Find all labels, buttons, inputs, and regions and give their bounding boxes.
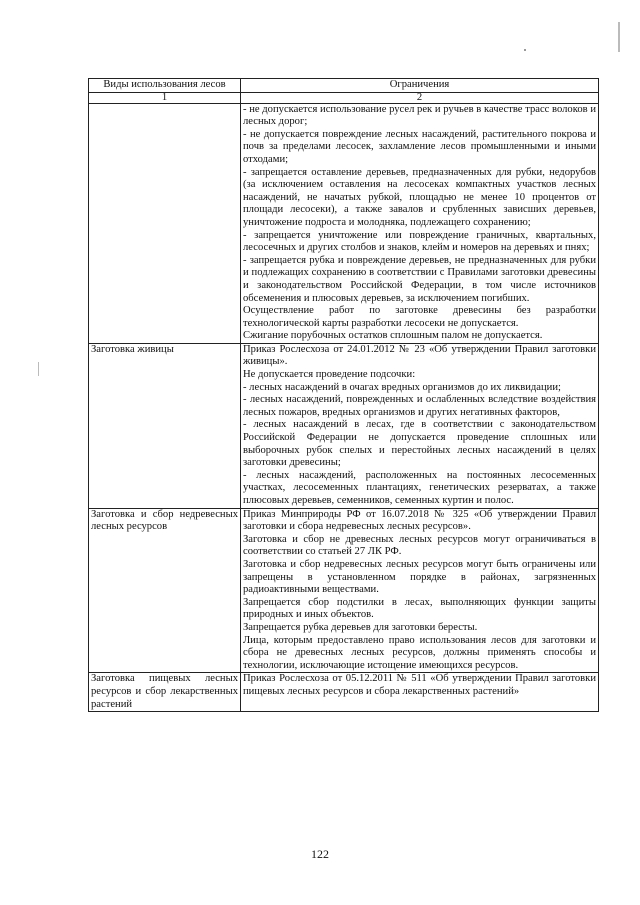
scan-speck — [38, 362, 39, 376]
restriction-paragraph: Приказ Минприроды РФ от 16.07.2018 № 325 «Об утверждении Правил заготовки и сбора недревесных лесных ресурсов». — [243, 508, 596, 533]
column-number-row — [89, 92, 599, 103]
restriction-paragraph: - запрещается уничтожение или повреждение граничных, квартальных, лесосечных и других столбов и знаков, клейм и номеров на деревьях и пнях; — [243, 229, 596, 254]
forest-use-cell: Заготовка и сбор недревесных лесных ресурсов — [89, 508, 241, 673]
header-forest-use-types: Виды использования лесов — [89, 79, 241, 93]
restriction-paragraph: - лесных насаждений, поврежденных и ослабленных вследствие воздействия лесных пожаров, вредных организмов и других негативных факторов, — [243, 394, 596, 418]
restriction-paragraph: Лица, которым предоставлено право использования лесов для заготовки и сбора не древесных лесных ресурсов, должны применять способы и технологии, исключающие истощение имеющихся ресурсов. — [243, 634, 596, 671]
restriction-paragraph: - не допускается повреждение лесных насаждений, растительного покрова и почв за пределами лесосек, захламление лесов промышленными и иными отходами; — [243, 128, 596, 165]
forest-use-cell: Заготовка пищевых лесных ресурсов и сбор лекарственных растений — [89, 673, 241, 712]
restriction-paragraph: Запрещается сбор подстилки в лесах, выполняющих функции защиты природных и иных объектов. — [243, 596, 596, 621]
restriction-paragraph: Не допускается проведение подсочки: — [243, 369, 416, 381]
restriction-paragraph: Сжигание порубочных остатков сплошным палом не допускается. — [243, 330, 543, 342]
forest-use-cell: Заготовка живицы — [89, 343, 241, 508]
scan-edge-mark — [618, 22, 620, 52]
restriction-paragraph: - не допускается использование русел рек и ручьев в качестве трасс волоков и лесных дорог; — [243, 103, 596, 128]
restriction-paragraph: Запрещается рубка деревьев для заготовки бересты. — [243, 621, 478, 633]
restriction-paragraph: - запрещается оставление деревьев, предназначенных для рубки, недорубов (за исключением оставления на лесосеках компактных участков лесных насаждений, не начатых рубкой, площадью не менее 10 процентов от площади лесосеки), а также завалов и срубленных зависших деревьев, уничтожение подроста и молодняка, подлежащего сохранению; — [243, 166, 596, 228]
restrictions-cell — [241, 673, 599, 712]
page-number: 122 — [311, 847, 329, 861]
table-row — [89, 508, 599, 673]
column-number-2: 2 — [241, 92, 599, 103]
restriction-paragraph: Заготовка и сбор недревесных лесных ресурсов могут быть ограничены или запрещены в установленном порядке в районах, загрязненных радиоактивными веществами. — [243, 558, 596, 596]
restrictions-cell — [241, 103, 599, 343]
restrictions-cell — [241, 343, 599, 508]
table-row — [89, 103, 599, 343]
restriction-paragraph: - запрещается рубка и повреждение деревьев, не предназначенных для рубки и подлежащих сохранению в соответствии с Правилами заготовки древесины и законодательством Российской Федерации, в том числе источников обсеменения и плюсовых деревьев, за исключением погибших. — [243, 254, 596, 304]
restriction-paragraph: Приказ Рослесхоза от 24.01.2012 № 23 «Об утверждении Правил заготовки живицы». — [243, 343, 596, 368]
restrictions-table — [88, 78, 599, 712]
table-row — [89, 673, 599, 712]
restriction-paragraph: Осуществление работ по заготовке древесины без разработки технологической карты разработки лесосеки не допускается. — [243, 305, 596, 329]
restriction-paragraph: Приказ Рослесхоза от 05.12.2011 № 511 «Об утверждении Правил заготовки пищевых лесных ресурсов и сбора лекарственных растений» — [243, 673, 596, 697]
restriction-paragraph: Заготовка и сбор не древесных лесных ресурсов могут ограничиваться в соответствии со статьей 27 ЛК РФ. — [243, 533, 596, 558]
restriction-paragraph: - лесных насаждений в очагах вредных организмов до их ликвидации; — [243, 381, 561, 393]
restrictions-cell — [241, 508, 599, 673]
table-row — [89, 343, 599, 508]
restriction-paragraph: - лесных насаждений в лесах, где в соответствии с законодательством Российской Федерации не допускается проведение сплошных или выборочных рубок спелых и перестойных лесных насаждений в целях заготовки древесины; — [243, 419, 596, 469]
table-header-row — [89, 79, 599, 93]
column-number-1: 1 — [89, 92, 241, 103]
restriction-paragraph: - лесных насаждений, расположенных на постоянных лесосеменных участках, лесосеменных плантациях, генетических резерватах, а также плюсовых деревьев, семенников, семенных куртин и полос. — [243, 469, 596, 506]
header-restrictions: Ограничения — [241, 79, 599, 93]
scan-speck — [524, 49, 526, 51]
forest-use-cell — [89, 103, 241, 343]
